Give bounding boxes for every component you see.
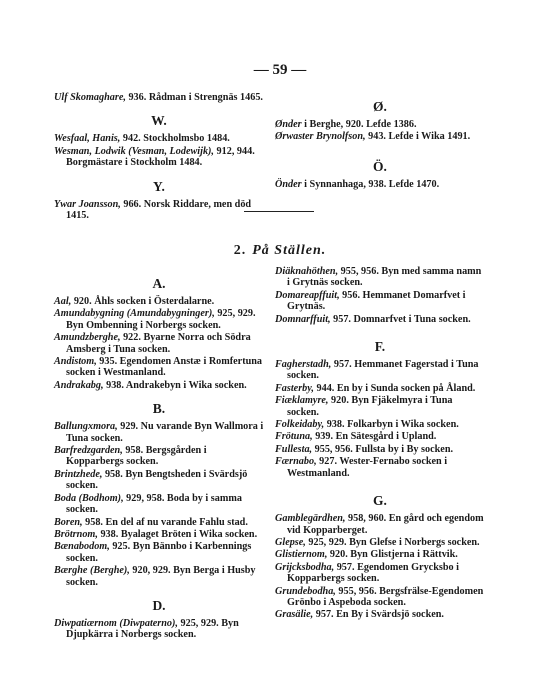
index-entry <box>54 332 264 355</box>
index-entry <box>54 199 264 222</box>
entry-name: Grijcksbodha, <box>275 561 335 573</box>
section-divider <box>244 211 314 212</box>
entry-name: Amundzberghe, <box>54 332 121 344</box>
entry-name: Önder <box>275 178 302 190</box>
letter-heading: F. <box>374 339 386 355</box>
entry-name: Ballungxmora, <box>54 421 118 433</box>
entry-name: Frötuna, <box>275 431 313 443</box>
entry-name: Diwpatiærnom (Diwpaterno), <box>54 617 178 629</box>
entry-name: Bærghe (Berghe), <box>54 565 130 577</box>
entry-name: Andistom, <box>54 356 97 368</box>
index-entry <box>275 383 485 394</box>
letter-heading: A. <box>152 276 166 291</box>
entry-text: 938. Andrakebyn i Wika socken. <box>103 379 247 391</box>
entry-name: Brötrnom, <box>54 528 98 540</box>
index-entry <box>54 469 264 492</box>
entry-text: 925, 929. Byn Ombenning i Norbergs socken. <box>66 308 256 331</box>
entry-text: 955, 956. Bergsfrälse-Egendomen Grönbo i Aspeboda socken. <box>287 585 484 608</box>
entry-name: Brintzhede, <box>54 468 103 480</box>
entry-text: 920. Åhls socken i Österdalarne. <box>71 296 215 307</box>
person-index-right-column <box>275 99 485 191</box>
entry-name: Ørwaster Brynolfson, <box>275 131 366 143</box>
entry-name: Diäknahöthen, <box>275 266 339 277</box>
letter-heading: Ö. <box>373 158 387 174</box>
index-entry <box>275 359 485 382</box>
letter-heading: Y. <box>153 178 165 194</box>
entry-text: 927. Wester-Fernabo socken i Westmanland. <box>287 456 448 479</box>
entry-name: Glistiernom, <box>275 549 328 561</box>
index-entry <box>275 314 485 325</box>
index-entry <box>275 119 485 130</box>
entry-text: 957. En By i Svärdsjö socken. <box>313 609 444 621</box>
index-entry <box>54 308 264 331</box>
index-entry <box>54 493 264 516</box>
entry-text: 957. Hemmanet Fagerstad i Tuna socken. <box>287 359 479 382</box>
entry-text: 938. Folkarbyn i Wika socken. <box>324 419 459 431</box>
entry-text: 942. Stockholmsbo 1484. <box>120 133 230 145</box>
index-entry <box>275 131 485 142</box>
entry-text: 958. Bergsgården i Kopparbergs socken. <box>66 445 207 468</box>
entry-text: 925. Byn Bännbo i Karbennings socken. <box>66 541 252 564</box>
index-entry <box>54 296 264 307</box>
entry-name: Bænabodom, <box>54 541 110 553</box>
entry-name: Folkeidaby, <box>275 419 325 431</box>
index-entry <box>275 290 485 313</box>
index-entry <box>54 380 264 391</box>
index-entry <box>275 179 485 190</box>
letter-heading: G. <box>373 493 387 509</box>
entry-name: Grasälie, <box>275 609 314 621</box>
entry-name: Domareарffuit, <box>275 289 340 301</box>
entry-text: 929, 958. Boda by i samma socken. <box>66 492 242 516</box>
person-index-left-column <box>54 92 264 222</box>
entry-name: Fullesta, <box>275 443 313 455</box>
index-entry <box>275 444 485 455</box>
entry-name: Wesfaal, Hanis, <box>54 133 121 145</box>
entry-text: 938. Byalaget Bröten i Wika socken. <box>97 528 258 540</box>
index-entry <box>54 529 264 540</box>
entry-name: Færnabo, <box>275 456 317 468</box>
index-entry <box>54 517 264 528</box>
entry-name: Wesman, Lodwik (Vesman, Lodewijk), <box>54 145 214 157</box>
entry-name: Ønder <box>275 119 302 130</box>
section-heading: På Ställen. <box>252 243 327 258</box>
entry-text: 944. En by i Sunda socken på Åland. <box>313 382 476 394</box>
index-entry <box>54 618 264 641</box>
entry-text: 966. Norsk Riddare, men död 1415. <box>66 198 252 222</box>
index-entry <box>275 431 485 442</box>
entry-name: Domnarffuit, <box>275 313 331 325</box>
entry-text: 920. Byn Fjäkelmyra i Tuna socken. <box>287 395 453 418</box>
entry-name: Glepse, <box>275 536 306 548</box>
index-entry <box>54 445 264 468</box>
entry-text: 957. Domnarfvet i Tuna socken. <box>330 313 471 325</box>
entry-text: 956. Hemmanet Domarfvet i Grytnäs. <box>287 289 466 313</box>
entry-name: Fasterby, <box>275 382 314 394</box>
page-number: — 59 — <box>253 62 307 78</box>
entry-text: 939. En Sätesgård i Upland. <box>312 431 437 443</box>
index-entry <box>275 266 485 289</box>
index-entry <box>275 456 485 479</box>
entry-text: 920, 929. Byn Berga i Husby socken. <box>66 565 256 588</box>
entry-text: 958, 960. En gård och egendom vid Kopparberget. <box>287 513 484 536</box>
entry-text: 955, 956. Byn med samma namn i Grytnäs socken. <box>287 266 482 289</box>
entry-text: 958. En del af nu varande Fahlu stad. <box>82 516 248 528</box>
entry-name: Aal, <box>54 296 72 307</box>
entry-name: Boda (Bodhom), <box>54 492 124 504</box>
index-entry <box>54 421 264 444</box>
index-entry <box>275 395 485 418</box>
letter-heading: Ø. <box>373 99 387 114</box>
index-entry <box>54 541 264 564</box>
index-entry <box>275 549 485 560</box>
index-entry <box>275 537 485 548</box>
entry-name: Andrakabg, <box>54 379 104 391</box>
entry-name: Fiæklamyre, <box>275 395 329 407</box>
entry-text: 958. Byn Bengtsheden i Svärdsjö socken. <box>66 468 248 492</box>
entry-text: 912, 944. Borgmästare i Stockholm 1484. <box>66 145 255 169</box>
entry-name: Barfredzgarden, <box>54 445 123 457</box>
index-entry <box>54 133 264 144</box>
index-entry <box>275 586 485 609</box>
place-index-right-column <box>275 266 485 622</box>
index-entry <box>54 356 264 379</box>
entry-text: 925, 929. Byn Djupkärra i Norbergs socken. <box>66 617 239 641</box>
entry-name: Ywar Joansson, <box>54 198 121 210</box>
index-entry <box>275 609 485 620</box>
entry-text: 943. Lefde i Wika 1491. <box>365 131 471 143</box>
entry-name: Ulf Skomaghare, <box>54 92 126 103</box>
index-entry <box>275 419 485 430</box>
entry-text: 957. Egendomen Grycksbo i Kopparbergs socken. <box>287 561 459 585</box>
entry-text: 936. Rådman i Strengnäs 1465. <box>125 92 263 103</box>
entry-text: 920. Byn Glistjerna i Rättvik. <box>327 549 458 561</box>
entry-name: Fagherstadh, <box>275 359 332 371</box>
entry-text: i Berghe, 920. Lefde 1386. <box>301 119 417 130</box>
entry-name: Amundabygning (Amundabygninger), <box>54 308 215 320</box>
index-entry <box>54 146 264 169</box>
entry-name: Grundebodha, <box>275 585 336 597</box>
index-entry <box>275 513 485 536</box>
letter-heading: W. <box>151 113 167 129</box>
entry-text: 925, 929. Byn Glefse i Norbergs socken. <box>305 536 480 548</box>
entry-text: 929. Nu varande Byn Wallmora i Tuna socken. <box>66 421 264 444</box>
letter-heading: B. <box>152 401 166 417</box>
entry-text: 955, 956. Fullsta by i By socken. <box>312 443 454 455</box>
section-title <box>0 243 560 259</box>
entry-name: Gamblegärdhen, <box>275 513 346 525</box>
entry-text: i Synnanhaga, 938. Lefde 1470. <box>301 178 440 190</box>
entry-name: Boren, <box>54 516 83 528</box>
index-entry <box>54 92 264 103</box>
section-number: 2. <box>233 243 247 258</box>
entry-text: 922. Byarne Norra och Södra Amsberg i Tuna socken. <box>66 332 251 355</box>
place-index-left-column <box>54 266 264 642</box>
index-entry <box>54 565 264 588</box>
letter-heading: D. <box>152 597 166 613</box>
entry-text: 935. Egendomen Anstæ i Romfertuna socken i Westmanland. <box>66 356 263 379</box>
index-entry <box>275 562 485 585</box>
